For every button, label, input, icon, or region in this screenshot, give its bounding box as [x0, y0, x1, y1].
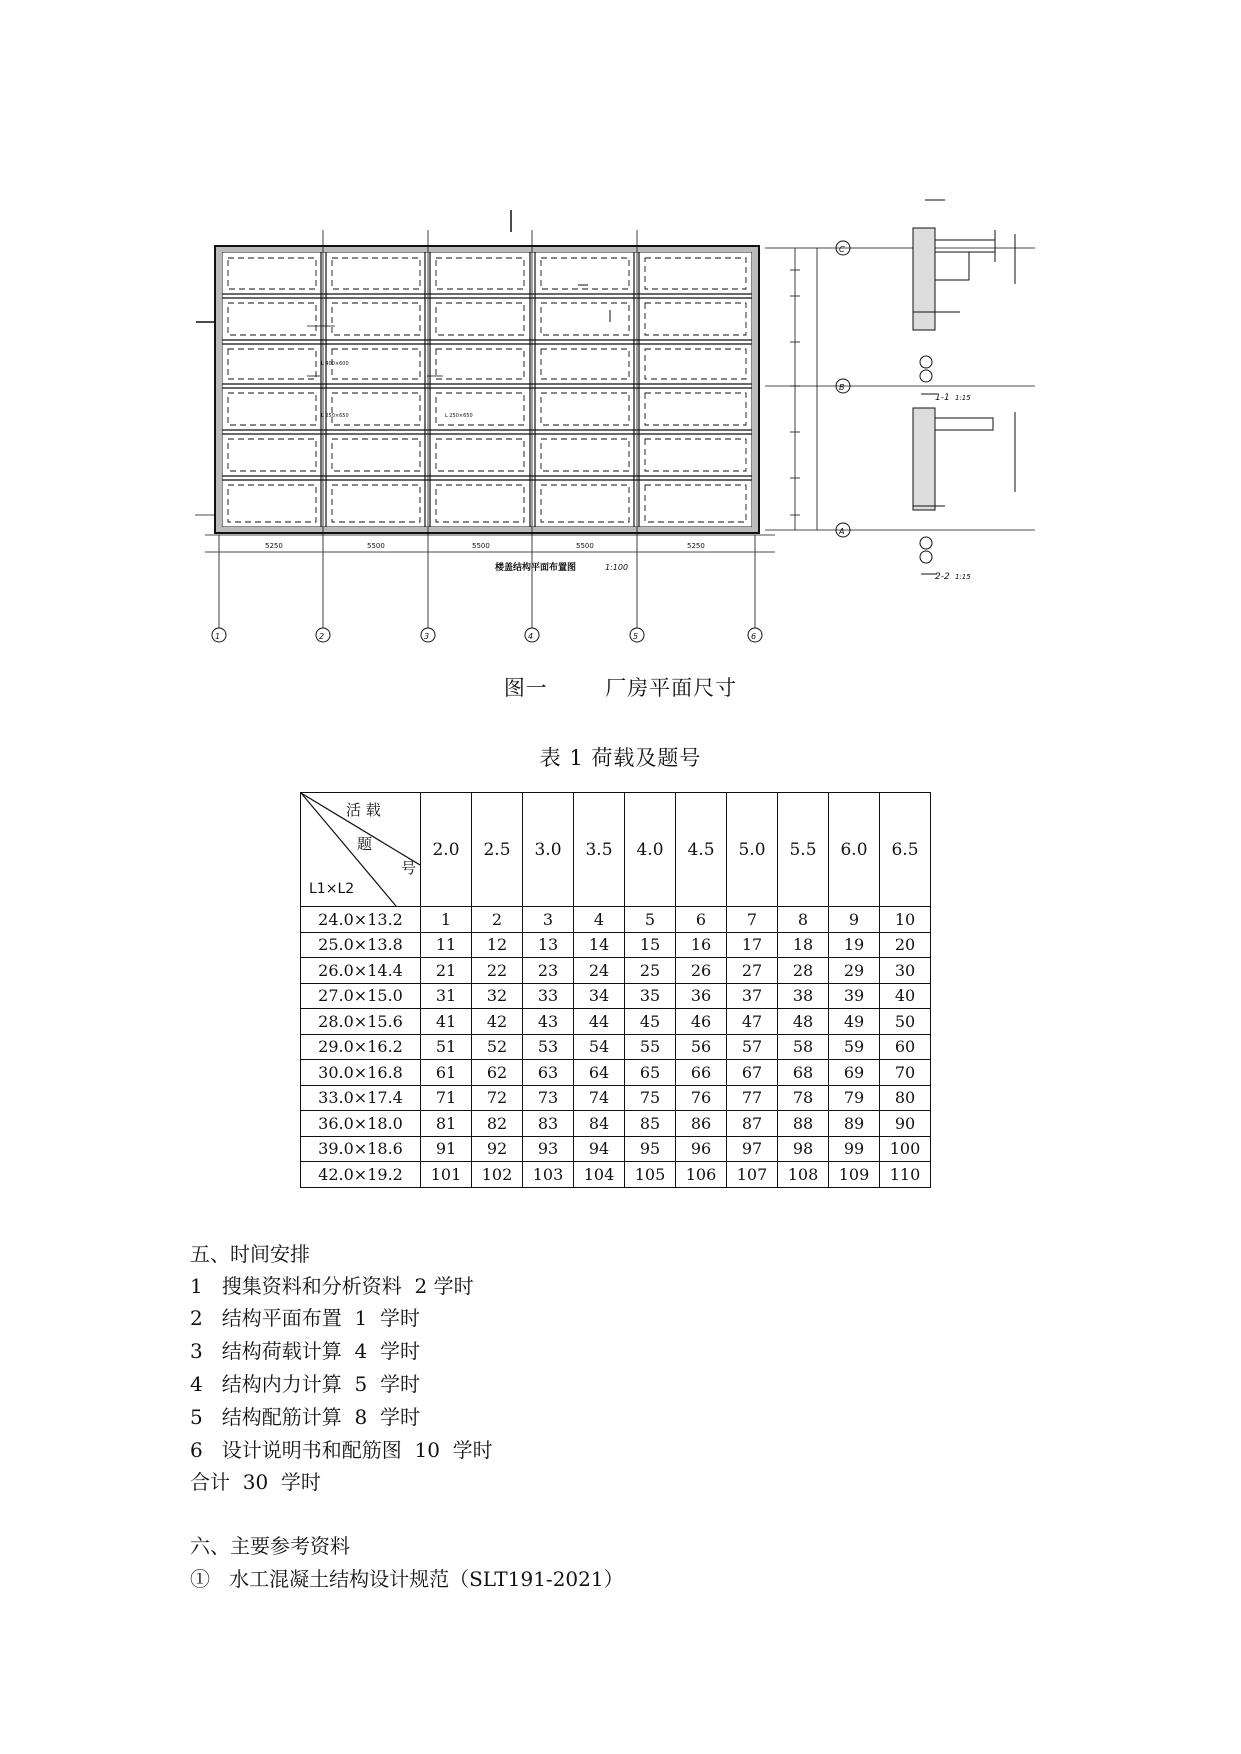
problem-number-cell: 90: [880, 1111, 931, 1137]
problem-number-cell: 31: [421, 983, 472, 1009]
table-header-cell: 3.5: [574, 793, 625, 907]
table-header-cell: 5.0: [727, 793, 778, 907]
bottom-dim-4: 5500: [576, 542, 594, 550]
beam-label-2: L 250×650: [321, 413, 349, 419]
bottom-dim-3: 5500: [472, 542, 490, 550]
dimension-cell: 26.0×14.4: [301, 958, 421, 984]
schedule-item: 4 结构内力计算 5 学时: [190, 1372, 420, 1396]
dimension-cell: 27.0×15.0: [301, 983, 421, 1009]
axis-label-1: 1: [215, 632, 221, 641]
problem-number-cell: 52: [472, 1034, 523, 1060]
table-row: [301, 958, 931, 984]
figure-caption-title: 厂房平面尺寸: [605, 676, 738, 700]
bottom-dim-1: 5250: [265, 542, 283, 550]
problem-number-cell: 92: [472, 1136, 523, 1162]
problem-number-cell: 17: [727, 932, 778, 958]
section2-scale: 1:15: [955, 573, 971, 581]
problem-number-cell: 86: [676, 1111, 727, 1137]
problem-number-cell: 42: [472, 1009, 523, 1035]
problem-number-cell: 55: [625, 1034, 676, 1060]
problem-number-cell: 30: [880, 958, 931, 984]
problem-number-cell: 76: [676, 1085, 727, 1111]
figure-caption: [0, 672, 1241, 702]
dimension-cell: 30.0×16.8: [301, 1060, 421, 1086]
problem-number-cell: 50: [880, 1009, 931, 1035]
problem-number-cell: 105: [625, 1162, 676, 1188]
problem-number-cell: 74: [574, 1085, 625, 1111]
axis-label-6: 6: [751, 632, 757, 641]
problem-number-cell: 28: [778, 958, 829, 984]
problem-number-cell: 25: [625, 958, 676, 984]
problem-number-cell: 16: [676, 932, 727, 958]
table-row: [301, 1009, 931, 1035]
problem-number-cell: 14: [574, 932, 625, 958]
problem-number-cell: 88: [778, 1111, 829, 1137]
problem-number-cell: 102: [472, 1162, 523, 1188]
problem-number-cell: 7: [727, 907, 778, 933]
problem-number-cell: 35: [625, 983, 676, 1009]
problem-number-cell: 108: [778, 1162, 829, 1188]
schedule-total: 合计 30 学时: [190, 1470, 321, 1494]
section1-title: 1-1: [935, 393, 950, 403]
axis-label-b: B: [839, 383, 845, 392]
problem-number-cell: 49: [829, 1009, 880, 1035]
problem-number-cell: 72: [472, 1085, 523, 1111]
reference-item: ① 水工混凝土结构设计规范（SLT191-2021）: [190, 1567, 624, 1591]
problem-number-cell: 37: [727, 983, 778, 1009]
table-row: [301, 1111, 931, 1137]
problem-number-cell: 21: [421, 958, 472, 984]
problem-number-cell: 2: [472, 907, 523, 933]
beam-label-1: L 400×600: [321, 361, 349, 367]
problem-number-cell: 80: [880, 1085, 931, 1111]
problem-number-cell: 85: [625, 1111, 676, 1137]
problem-number-cell: 106: [676, 1162, 727, 1188]
axis-label-2: 2: [319, 632, 325, 641]
problem-number-cell: 10: [880, 907, 931, 933]
problem-number-cell: 93: [523, 1136, 574, 1162]
problem-number-cell: 64: [574, 1060, 625, 1086]
problem-number-cell: 51: [421, 1034, 472, 1060]
problem-number-cell: 58: [778, 1034, 829, 1060]
table-body: [301, 907, 931, 1188]
dimension-cell: 33.0×17.4: [301, 1085, 421, 1111]
problem-number-cell: 59: [829, 1034, 880, 1060]
problem-number-cell: 110: [880, 1162, 931, 1188]
figure-caption-label: 图一: [503, 676, 548, 700]
dimension-cell: 24.0×13.2: [301, 907, 421, 933]
table-row: [301, 932, 931, 958]
problem-number-cell: 68: [778, 1060, 829, 1086]
problem-number-cell: 63: [523, 1060, 574, 1086]
dimension-cell: 29.0×16.2: [301, 1034, 421, 1060]
problem-number-cell: 97: [727, 1136, 778, 1162]
table-header-cell: 4.5: [676, 793, 727, 907]
beam-label-3: L 250×650: [445, 413, 473, 419]
table-row: [301, 1060, 931, 1086]
table-corner-cell: [301, 793, 421, 907]
problem-number-cell: 27: [727, 958, 778, 984]
problem-number-cell: 19: [829, 932, 880, 958]
problem-number-cell: 22: [472, 958, 523, 984]
dimension-cell: 25.0×13.8: [301, 932, 421, 958]
table-row: [301, 983, 931, 1009]
problem-number-cell: 41: [421, 1009, 472, 1035]
problem-number-cell: 56: [676, 1034, 727, 1060]
problem-number-cell: 70: [880, 1060, 931, 1086]
table-header-cell: 6.0: [829, 793, 880, 907]
problem-number-cell: 104: [574, 1162, 625, 1188]
schedule-item: 6 设计说明书和配筋图 10 学时: [190, 1438, 493, 1462]
corner-live-load-label: 活 载: [346, 801, 381, 819]
table-header-cell: 5.5: [778, 793, 829, 907]
corner-problem-label: 题: [357, 835, 373, 853]
problem-number-cell: 18: [778, 932, 829, 958]
bottom-dim-5: 5250: [687, 542, 705, 550]
corner-number-label: 号: [401, 859, 417, 877]
problem-number-cell: 4: [574, 907, 625, 933]
drawing-title-scale: 1:100: [605, 563, 629, 572]
axis-label-a: A: [839, 527, 845, 536]
problem-number-cell: 75: [625, 1085, 676, 1111]
problem-number-cell: 38: [778, 983, 829, 1009]
table-row: [301, 1162, 931, 1188]
problem-number-cell: 91: [421, 1136, 472, 1162]
table-header-cell: 6.5: [880, 793, 931, 907]
dimension-cell: 42.0×19.2: [301, 1162, 421, 1188]
problem-number-cell: 109: [829, 1162, 880, 1188]
problem-number-cell: 11: [421, 932, 472, 958]
problem-number-cell: 48: [778, 1009, 829, 1035]
problem-number-cell: 69: [829, 1060, 880, 1086]
schedule-item: 2 结构平面布置 1 学时: [190, 1306, 420, 1330]
problem-number-cell: 73: [523, 1085, 574, 1111]
problem-number-cell: 101: [421, 1162, 472, 1188]
problem-number-cell: 33: [523, 983, 574, 1009]
schedule-item: 1 搜集资料和分析资料 2 学时: [190, 1274, 474, 1298]
table-header-row: [301, 793, 931, 907]
problem-number-cell: 98: [778, 1136, 829, 1162]
problem-number-cell: 45: [625, 1009, 676, 1035]
dimension-cell: 36.0×18.0: [301, 1111, 421, 1137]
load-table: [300, 792, 931, 1188]
problem-number-cell: 20: [880, 932, 931, 958]
problem-number-cell: 34: [574, 983, 625, 1009]
problem-number-cell: 95: [625, 1136, 676, 1162]
problem-number-cell: 57: [727, 1034, 778, 1060]
problem-number-cell: 13: [523, 932, 574, 958]
section2-title: 2-2: [935, 572, 950, 582]
problem-number-cell: 96: [676, 1136, 727, 1162]
schedule-heading: 五、时间安排: [190, 1242, 310, 1266]
problem-number-cell: 43: [523, 1009, 574, 1035]
problem-number-cell: 9: [829, 907, 880, 933]
problem-number-cell: 3: [523, 907, 574, 933]
problem-number-cell: 53: [523, 1034, 574, 1060]
problem-number-cell: 94: [574, 1136, 625, 1162]
table-row: [301, 1034, 931, 1060]
problem-number-cell: 71: [421, 1085, 472, 1111]
problem-number-cell: 82: [472, 1111, 523, 1137]
problem-number-cell: 54: [574, 1034, 625, 1060]
problem-number-cell: 36: [676, 983, 727, 1009]
section1-scale: 1:15: [955, 394, 971, 402]
problem-number-cell: 39: [829, 983, 880, 1009]
axis-label-5: 5: [633, 632, 639, 641]
problem-number-cell: 67: [727, 1060, 778, 1086]
table-row: [301, 907, 931, 933]
problem-number-cell: 83: [523, 1111, 574, 1137]
table-row: [301, 1136, 931, 1162]
axis-label-4: 4: [528, 632, 534, 641]
problem-number-cell: 47: [727, 1009, 778, 1035]
problem-number-cell: 65: [625, 1060, 676, 1086]
problem-number-cell: 24: [574, 958, 625, 984]
problem-number-cell: 89: [829, 1111, 880, 1137]
table-row: [301, 1085, 931, 1111]
corner-dimension-label: L1×L2: [309, 881, 355, 897]
problem-number-cell: 66: [676, 1060, 727, 1086]
problem-number-cell: 15: [625, 932, 676, 958]
table-header-cell: 3.0: [523, 793, 574, 907]
problem-number-cell: 107: [727, 1162, 778, 1188]
schedule-item: 3 结构荷载计算 4 学时: [190, 1339, 420, 1363]
floor-plan-drawing: [195, 190, 1055, 660]
dimension-cell: 28.0×15.6: [301, 1009, 421, 1035]
problem-number-cell: 78: [778, 1085, 829, 1111]
axis-label-c: C: [839, 245, 845, 254]
axis-label-3: 3: [424, 632, 430, 641]
problem-number-cell: 77: [727, 1085, 778, 1111]
problem-number-cell: 44: [574, 1009, 625, 1035]
problem-number-cell: 84: [574, 1111, 625, 1137]
problem-number-cell: 62: [472, 1060, 523, 1086]
problem-number-cell: 1: [421, 907, 472, 933]
table-header-cell: 2.5: [472, 793, 523, 907]
problem-number-cell: 5: [625, 907, 676, 933]
problem-number-cell: 32: [472, 983, 523, 1009]
problem-number-cell: 46: [676, 1009, 727, 1035]
drawing-title: 楼盖结构平面布置图: [495, 563, 577, 573]
table-header-cell: 2.0: [421, 793, 472, 907]
problem-number-cell: 100: [880, 1136, 931, 1162]
problem-number-cell: 26: [676, 958, 727, 984]
problem-number-cell: 60: [880, 1034, 931, 1060]
dimension-cell: 39.0×18.6: [301, 1136, 421, 1162]
problem-number-cell: 29: [829, 958, 880, 984]
problem-number-cell: 79: [829, 1085, 880, 1111]
references-heading: 六、主要参考资料: [190, 1534, 350, 1558]
problem-number-cell: 8: [778, 907, 829, 933]
problem-number-cell: 99: [829, 1136, 880, 1162]
problem-number-cell: 81: [421, 1111, 472, 1137]
problem-number-cell: 23: [523, 958, 574, 984]
bottom-dim-2: 5500: [367, 542, 385, 550]
problem-number-cell: 12: [472, 932, 523, 958]
problem-number-cell: 61: [421, 1060, 472, 1086]
problem-number-cell: 103: [523, 1162, 574, 1188]
table-caption: 表 1 荷载及题号: [539, 746, 702, 770]
schedule-item: 5 结构配筋计算 8 学时: [190, 1405, 420, 1429]
table-header-cell: 4.0: [625, 793, 676, 907]
problem-number-cell: 6: [676, 907, 727, 933]
problem-number-cell: 40: [880, 983, 931, 1009]
problem-number-cell: 87: [727, 1111, 778, 1137]
